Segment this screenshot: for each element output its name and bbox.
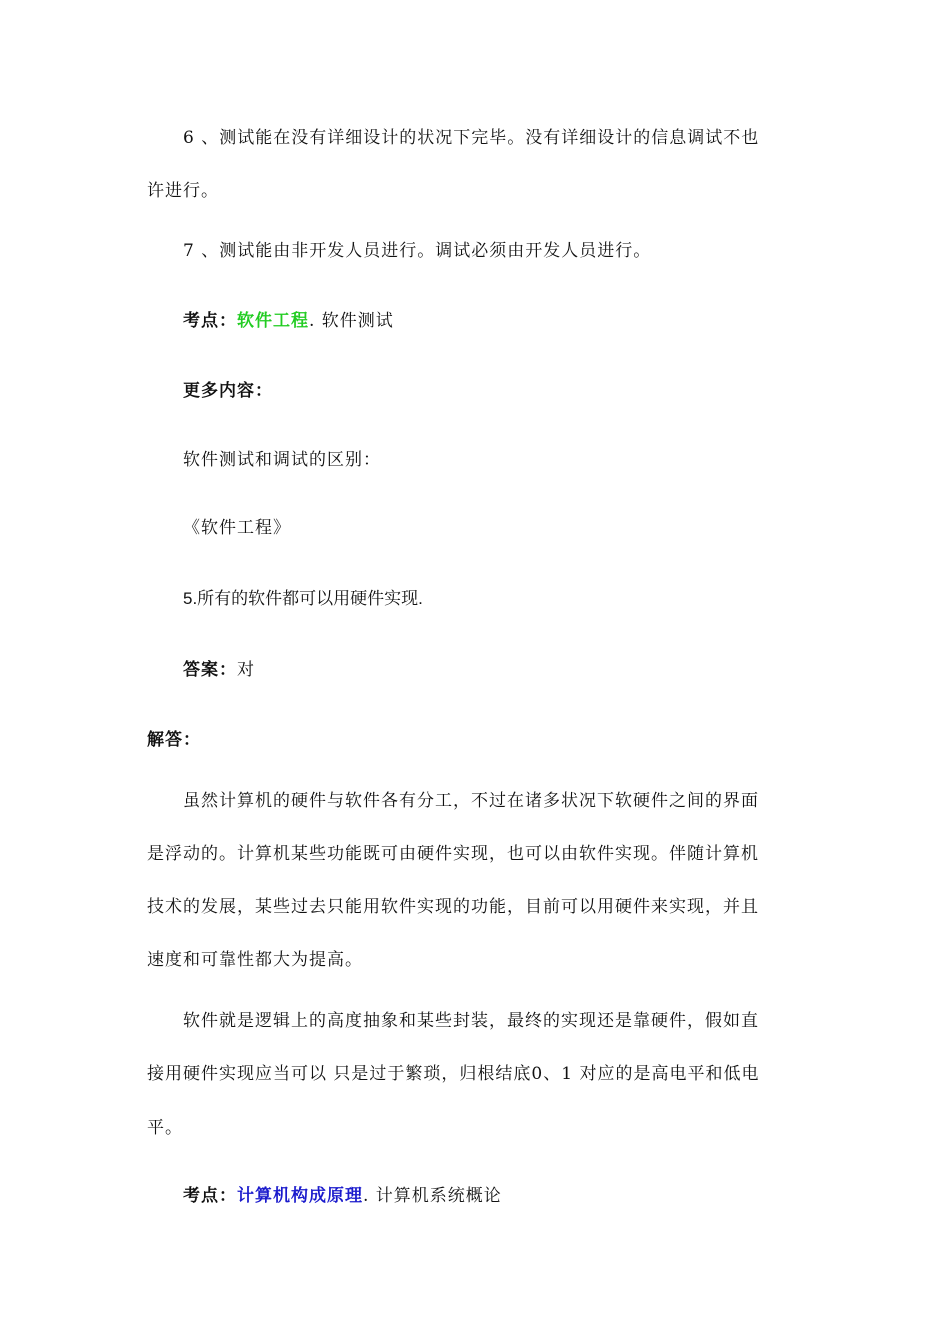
exam-point-topic: . 计算机系统概论 <box>363 1186 502 1206</box>
more-content-title: 软件测试和调试的区别： <box>183 450 381 470</box>
answer-label: 答案： <box>183 660 237 680</box>
explanation-paragraph-1-line-2: 是浮动的。计算机某些功能既可由硬件实现，也可以由软件实现。伴随计算机 <box>147 844 759 864</box>
explanation-label: 解答： <box>147 730 201 750</box>
exam-point-2 <box>183 1185 502 1207</box>
explanation-paragraph-1-line-4: 速度和可靠性都大为提高。 <box>147 950 363 970</box>
exam-point-label: 考点： <box>183 311 237 331</box>
item-6-line-1: 6 、测试能在没有详细设计的状况下完毕。没有详细设计的信息调试不也 <box>183 128 760 148</box>
item-7: 7 、测试能由非开发人员进行。调试必须由开发人员进行。 <box>183 241 652 261</box>
exam-point-topic: . 软件测试 <box>309 311 394 331</box>
explanation-paragraph-1-line-3: 技术的发展，某些过去只能用软件实现的功能，目前可以用硬件来实现，并且 <box>147 897 759 917</box>
answer-row <box>183 659 255 681</box>
exam-point-1 <box>183 310 394 332</box>
question-text: 5.所有的软件都可以用硬件实现. <box>183 589 423 608</box>
exam-point-subject-link[interactable]: 计算机构成原理 <box>237 1186 363 1206</box>
more-content-label: 更多内容： <box>183 381 273 401</box>
exam-point-subject-link[interactable]: 软件工程 <box>237 311 309 331</box>
item-6-line-2: 许进行。 <box>147 181 219 201</box>
exam-point-label: 考点： <box>183 1186 237 1206</box>
explanation-paragraph-2-line-1: 软件就是逻辑上的高度抽象和某些封装，最终的实现还是靠硬件，假如直 <box>183 1011 759 1031</box>
answer-value: 对 <box>237 660 255 680</box>
book-title: 《软件工程》 <box>183 518 291 538</box>
explanation-paragraph-2-line-2: 接用硬件实现应当可以 只是过于繁琐，归根结底0、1 对应的是高电平和低电 <box>147 1064 760 1084</box>
explanation-paragraph-1-line-1: 虽然计算机的硬件与软件各有分工，不过在诸多状况下软硬件之间的界面 <box>183 791 759 811</box>
explanation-paragraph-2-line-3: 平。 <box>147 1118 183 1138</box>
